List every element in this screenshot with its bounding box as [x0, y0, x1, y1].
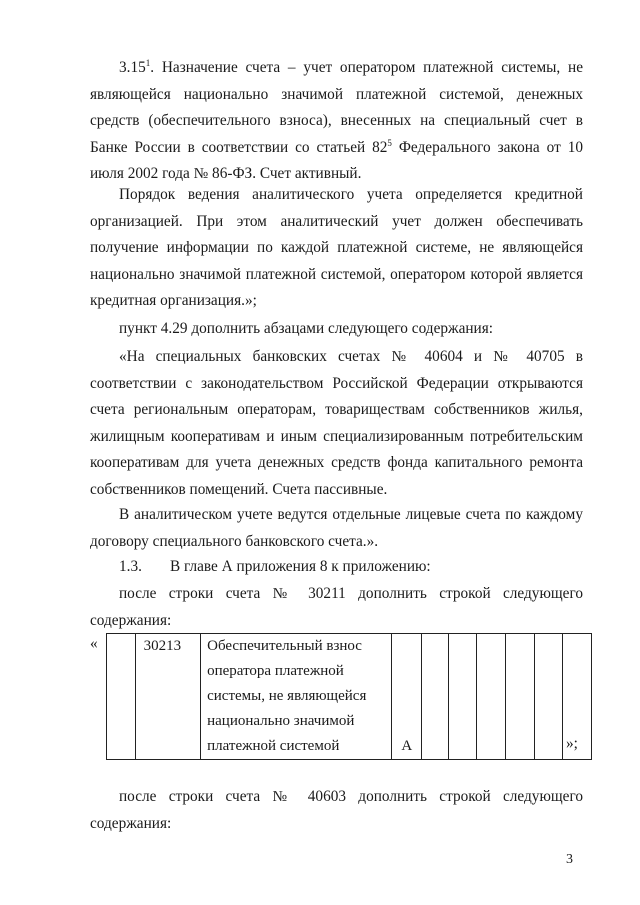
page-number: 3 [566, 852, 573, 867]
clause-number: 3.15 [119, 59, 146, 76]
paragraph-special-accounts: «На специальных банковских счетах № 40604 и № 40705 в соответствии с законодательством Российской Федерации открываются счета региональным операторам, товариществам собственников жилья, жилищным кооперативам и иным специализированным потребительским кооперативам для учета денежных средств фонда капитального ремонта собственников помещений. Счета пассивные. [90, 348, 583, 498]
table-cell-empty [534, 634, 563, 760]
clause-1-3-text: В главе А приложения 8 к приложению: [169, 558, 431, 575]
clause-text-b: Федерального закона от 10 июля 2002 года № 86-ФЗ. Счет активный. [90, 138, 583, 182]
table-cell-empty [422, 634, 449, 760]
account-name-cell: Обеспечительный взнос оператора платежной системы, не являющейся национально значимой платежной системой [201, 634, 392, 760]
table-cell-empty [477, 634, 506, 760]
paragraph-1-3 [90, 554, 583, 581]
table-cell-empty [506, 634, 535, 760]
open-quote: « [90, 635, 98, 652]
table-cell-empty [448, 634, 477, 760]
paragraph-3-15-1 [90, 55, 583, 188]
clause-1-3-number: 1.3. [119, 558, 142, 575]
account-table [106, 633, 592, 760]
account-table-block [90, 633, 635, 758]
account-type-cell: А [392, 634, 422, 760]
account-number-cell: 30213 [135, 634, 200, 760]
paragraph-item-4-29: пункт 4.29 дополнить абзацами следующего содержания: [119, 320, 494, 337]
paragraph-after-40603: после строки счета № 40603 дополнить строкой следующего содержания: [90, 788, 583, 832]
paragraph-analytic-order: Порядок ведения аналитического учета определяется кредитной организацией. При этом аналитический учет должен обеспечивать получение информации по каждой платежной системе, не являющейся национально значимой платежной системой, оператором которой является кредитная организация.»; [90, 186, 583, 309]
clause-superscript: 1 [145, 58, 151, 68]
table-cell-empty [107, 634, 136, 760]
close-quote: »; [566, 735, 578, 752]
table-row [107, 634, 592, 760]
paragraph-after-30211: после строки счета № 30211 дополнить строкой следующего содержания: [90, 585, 583, 629]
paragraph-analytic-accounts: В аналитическом учете ведутся отдельные лицевые счета по каждому договору специального банковского счета.». [90, 506, 583, 550]
clause-text-a: . Назначение счета – учет оператором платежной системы, не являющейся национально значимой платежной системой, денежных средств (обеспечительного взноса), внесенных на специальный счет в Банке России в соответствии со статьей 82 [90, 59, 583, 156]
article-superscript: 5 [387, 137, 392, 148]
